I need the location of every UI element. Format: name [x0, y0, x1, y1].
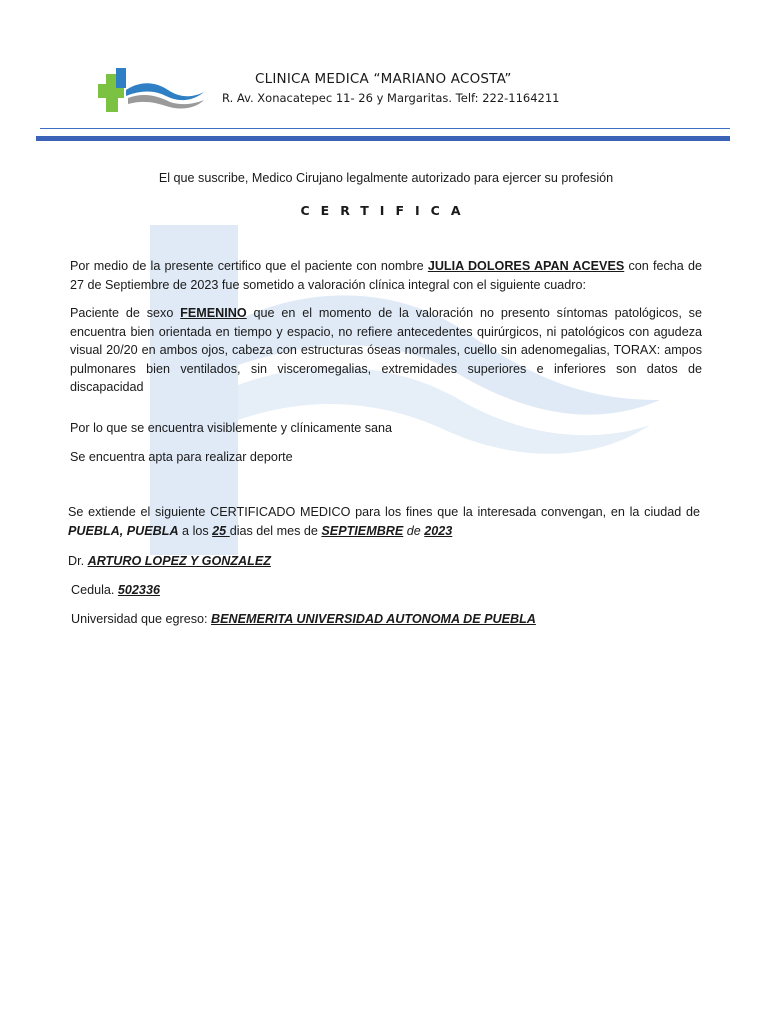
clinic-logo-icon [96, 66, 206, 118]
university-line [71, 610, 703, 629]
paragraph-issuance [68, 503, 700, 540]
p5-text-d: de [403, 523, 425, 538]
doctor-line [68, 552, 700, 571]
header-rule-thin [40, 128, 730, 129]
paragraph-sport: Se encuentra apta para realizar deporte [70, 450, 293, 464]
p1-text-a: Por medio de la presente certifico que el paciente con nombre [70, 259, 428, 273]
cedula-line [71, 581, 703, 600]
p2-text-b: que en el momento de la valoración no presento síntomas patológicos, se encuentra bien orientada en tiempo y espacio, no refiere antecedentes quirúrgicos, ni patológicos con agudeza visual 20/20 en ambos ojos, cabeza con estructuras óseas normales, cuello sin adenomegalias, TORAX: ampos pulmonares bien ventilados, sin visceromegalias, extremidades superiores e inferiores son datos de discapacidad [70, 306, 702, 394]
certifica-heading: CERTIFICA [300, 203, 472, 218]
p2-text-a: Paciente de sexo [70, 306, 181, 320]
patient-name: JULIA DOLORES APAN ACEVES [427, 259, 625, 273]
university-name: BENEMERITA UNIVERSIDAD AUTONOMA DE PUEBLA [211, 612, 536, 626]
university-label: Universidad que egreso: [71, 612, 212, 626]
doctor-label: Dr. [68, 554, 88, 568]
issue-day: 25 [212, 523, 230, 538]
issue-year: 2023 [424, 523, 453, 538]
p5-text-c: dias del mes de [229, 523, 322, 538]
cedula-label: Cedula. [71, 583, 118, 597]
intro-line: El que suscribe, Medico Cirujano legalmente autorizado para ejercer su profesión [158, 171, 614, 185]
paragraph-evaluation [70, 304, 702, 397]
doctor-name: ARTURO LOPEZ Y GONZALEZ [87, 554, 271, 568]
paragraph-healthy: Por lo que se encuentra visiblemente y clínicamente sana [70, 421, 393, 435]
clinic-name: CLINICA MEDICA “MARIANO ACOSTA” [255, 71, 512, 87]
p5-text-a: Se extiende el siguiente CERTIFICADO MEDICO para los fines que la interesada convengan, en la ciudad de [68, 505, 700, 519]
issue-city: PUEBLA, PUEBLA [68, 523, 179, 538]
issue-month: SEPTIEMBRE [321, 523, 404, 538]
p1-text-b: con fecha de 27 de Septiembre de 2023 fue sometido a valoración clínica integral con el siguiente cuadro: [70, 259, 702, 292]
clinic-address: R. Av. Xonacatepec 11- 26 y Margaritas. Telf: 222-1164211 [222, 91, 560, 105]
header-rule-thick [36, 136, 730, 141]
patient-sex: FEMENINO [180, 306, 247, 320]
p5-text-b: a los [178, 523, 213, 538]
cedula-number: 502336 [117, 583, 160, 597]
paragraph-patient [70, 257, 702, 294]
